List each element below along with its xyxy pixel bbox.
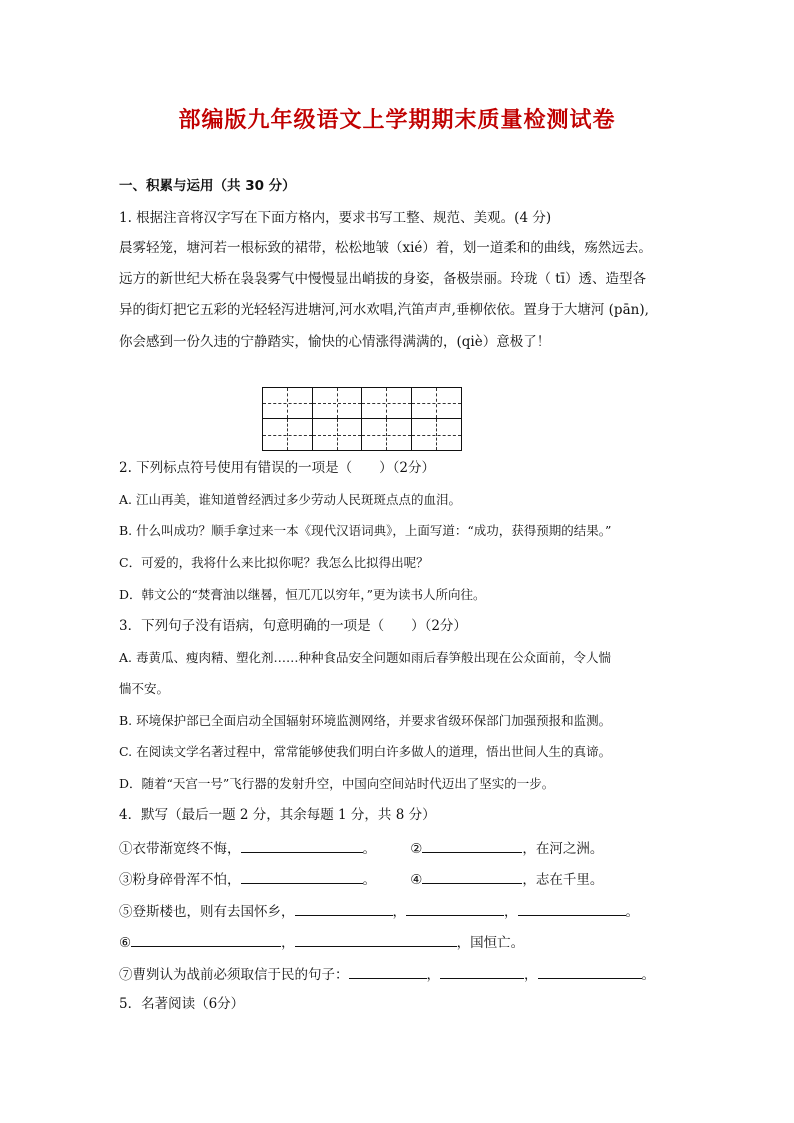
dictation-line-4	[119, 932, 524, 952]
question-3-option-a: A. 毒黄瓜、瘦肉精、塑化剂……种种食品安全问题如雨后春笋般出现在公众面前，令人惴	[119, 650, 611, 665]
answer-blank[interactable]	[241, 838, 363, 853]
grid-cell[interactable]	[313, 419, 363, 450]
dictation-prompt: ，国恒亡。	[456, 935, 525, 951]
dictation-prompt: ，在河之洲。	[522, 841, 604, 857]
dictation-punct: ，	[426, 967, 440, 983]
question-2-option-c: C．可爱的，我将什么来比拟你呢？我怎么比拟得出呢？	[119, 555, 429, 570]
answer-blank[interactable]	[422, 838, 522, 853]
dictation-line-2	[119, 869, 603, 889]
question-3-option-d: D．随着“天宫一号”飞行器的发射升空，中国向空间站时代迈出了坚实的一步。	[119, 776, 555, 791]
question-1-paragraph: 异的街灯把它五彩的光轻轻泻进塘河,河水欢唱,汽笛声声,垂柳依依。置身于大塘河 (pān),	[119, 302, 649, 318]
grid-cell[interactable]	[263, 419, 313, 450]
dictation-punct: 。	[641, 967, 655, 983]
question-3-option-b: B. 环境保护部已全面启动全国辐射环境监测网络，并要求省级环保部门加强预报和监测。	[119, 713, 612, 728]
answer-blank[interactable]	[131, 932, 281, 947]
page-title: 部编版九年级语文上学期期末质量检测试卷	[178, 108, 616, 133]
grid-cell[interactable]	[362, 419, 412, 450]
question-1-paragraph: 远方的新世纪大桥在袅袅雾气中慢慢显出峭拔的身姿，备极崇丽。玲珑（ tī）透、造型各	[119, 271, 647, 287]
dictation-prompt: ，志在千里。	[522, 872, 604, 888]
question-1-stem: 1. 根据注音将汉字写在下面方格内，要求书写工整、规范、美观。(4 分)	[119, 210, 552, 226]
section-heading: 一、积累与运用（共 30 分）	[119, 178, 296, 194]
dictation-line-5	[119, 964, 655, 984]
dictation-prompt: ②	[410, 841, 423, 857]
answer-blank[interactable]	[440, 964, 524, 979]
answer-blank[interactable]	[295, 932, 457, 947]
grid-cell[interactable]	[412, 388, 462, 419]
answer-blank[interactable]	[538, 964, 642, 979]
character-writing-grid[interactable]	[262, 387, 462, 451]
grid-cell[interactable]	[263, 388, 313, 419]
question-3-option-a-cont: 惴不安。	[119, 681, 170, 696]
dictation-punct: ，	[281, 935, 295, 951]
grid-cell[interactable]	[412, 419, 462, 450]
question-2-stem: 2. 下列标点符号使用有错误的一项是（ ）（2分）	[119, 460, 436, 476]
dictation-prompt: ④	[410, 872, 423, 888]
dictation-punct: 。	[362, 841, 376, 857]
dictation-line-3	[119, 901, 639, 921]
dictation-punct: ，	[504, 904, 518, 920]
question-2-option-b: B. 什么叫成功？顺手拿过来一本《现代汉语词典》，上面写道：“成功，获得预期的结果。”	[119, 523, 612, 538]
grid-cell[interactable]	[362, 388, 412, 419]
question-3-stem: 3．下列句子没有语病，句意明确的一项是（ ）（2分）	[119, 618, 467, 634]
dictation-prompt: ⑦曹刿认为战前必须取信于民的句子：	[119, 967, 349, 983]
dictation-punct: 。	[625, 904, 639, 920]
dictation-punct: ，	[392, 904, 406, 920]
answer-blank[interactable]	[406, 901, 504, 916]
answer-blank[interactable]	[422, 869, 522, 884]
dictation-prompt: ③粉身碎骨浑不怕，	[119, 872, 241, 888]
question-2-option-a: A. 江山再美，谁知道曾经洒过多少劳动人民斑斑点点的血泪。	[119, 492, 461, 507]
question-3-option-c: C. 在阅读文学名著过程中，常常能够使我们明白许多做人的道理，悟出世间人生的真谛。	[119, 744, 612, 759]
dictation-prompt: ⑥	[119, 935, 132, 951]
question-4-stem: 4．默写（最后一题 2 分，其余每题 1 分，共 8 分）	[119, 807, 436, 823]
answer-blank[interactable]	[241, 869, 363, 884]
dictation-prompt: ①衣带渐宽终不悔，	[119, 841, 241, 857]
question-1-paragraph: 晨雾轻笼，塘河若一根标致的裙带，松松地皱（xié）着，划一道柔和的曲线，殇然远去。	[119, 240, 652, 256]
grid-cell[interactable]	[313, 388, 363, 419]
answer-blank[interactable]	[295, 901, 393, 916]
question-2-option-d: D．韩文公的“焚膏油以继晷，恒兀兀以穷年，”更为读书人所向往。	[119, 587, 486, 602]
answer-blank[interactable]	[349, 964, 427, 979]
dictation-punct: 。	[362, 872, 376, 888]
dictation-line-1	[119, 838, 603, 858]
question-5-stem: 5．名著阅读（6分）	[119, 996, 245, 1012]
question-1-paragraph: 你会感到一份久违的宁静踏实，愉快的心情涨得满满的，(qiè）意极了！	[119, 334, 551, 350]
dictation-prompt: ⑤登斯楼也，则有去国怀乡，	[119, 904, 295, 920]
answer-blank[interactable]	[518, 901, 626, 916]
dictation-punct: ，	[524, 967, 538, 983]
